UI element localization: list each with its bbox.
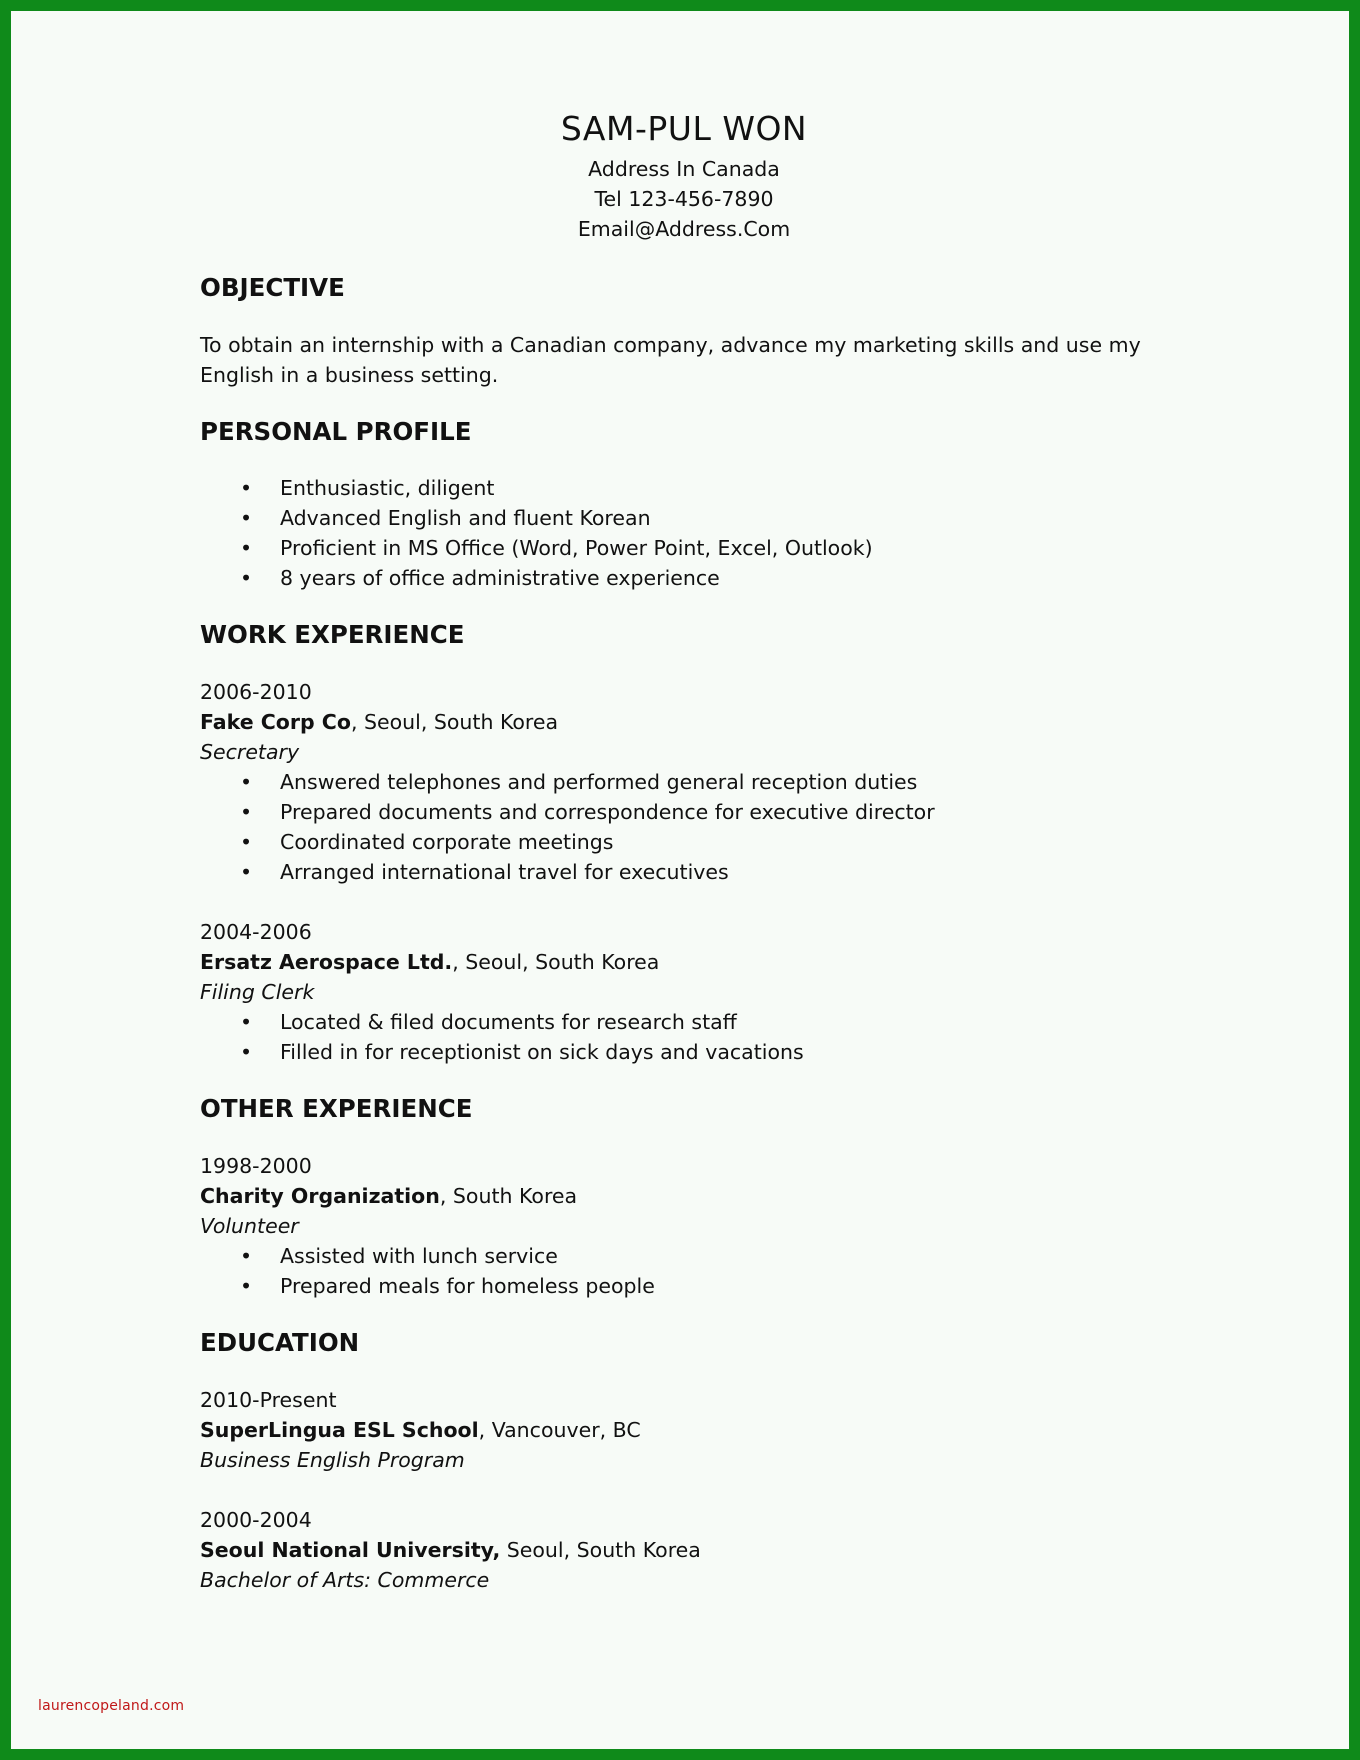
other-heading: OTHER EXPERIENCE xyxy=(200,1094,473,1123)
objective-text-line-1: To obtain an internship with a Canadian company, advance my marketing skills and use my xyxy=(200,333,1141,357)
work-heading: WORK EXPERIENCE xyxy=(200,620,465,649)
job-company-line xyxy=(200,947,1160,977)
education-years: 2010-Present xyxy=(200,1388,337,1412)
bullet-icon: • xyxy=(240,1010,253,1034)
list-item: • 8 years of office administrative experience xyxy=(200,563,1160,593)
bullet-icon: • xyxy=(240,566,253,590)
education-school: SuperLingua ESL School xyxy=(200,1418,479,1442)
profile-heading: PERSONAL PROFILE xyxy=(200,417,472,446)
education-school-line xyxy=(200,1535,1160,1565)
bullet-icon: • xyxy=(240,1244,253,1268)
profile-list xyxy=(200,473,1160,593)
other-org: Charity Organization xyxy=(200,1184,440,1208)
education-location: , Vancouver, BC xyxy=(478,1418,641,1442)
education-entry xyxy=(200,1385,1160,1475)
list-item: • Prepared documents and correspondence for executive director xyxy=(200,797,1160,827)
phone-line: Tel 123-456-7890 xyxy=(594,187,774,211)
other-org-line xyxy=(200,1181,1160,1211)
bullet-icon: • xyxy=(240,1274,253,1298)
job-company: Ersatz Aerospace Ltd. xyxy=(200,950,453,974)
list-item: • Proficient in MS Office (Word, Power Point, Excel, Outlook) xyxy=(200,533,1160,563)
education-program: Business English Program xyxy=(200,1448,465,1472)
education-school-line xyxy=(200,1415,1160,1445)
list-item: • Coordinated corporate meetings xyxy=(200,827,1160,857)
education-location: Seoul, South Korea xyxy=(500,1538,701,1562)
job-entry xyxy=(200,677,1160,887)
job-role: Secretary xyxy=(200,740,300,764)
list-item: • Arranged international travel for executives xyxy=(200,857,1160,887)
education-heading: EDUCATION xyxy=(200,1328,360,1357)
email-line: Email@Address.Com xyxy=(577,217,791,241)
list-item: • Assisted with lunch service xyxy=(200,1241,1160,1271)
bullet-icon: • xyxy=(240,770,253,794)
bullet-icon: • xyxy=(240,476,253,500)
education-program: Bachelor of Arts: Commerce xyxy=(200,1568,490,1592)
candidate-name: SAM-PUL WON xyxy=(560,109,808,148)
bullet-icon: • xyxy=(240,506,253,530)
education-years: 2000-2004 xyxy=(200,1508,312,1532)
bullet-icon: • xyxy=(240,860,253,884)
job-role: Filing Clerk xyxy=(200,980,315,1004)
other-role: Volunteer xyxy=(200,1214,299,1238)
education-school: Seoul National University, xyxy=(200,1538,501,1562)
other-duties xyxy=(200,1241,1160,1301)
job-entry xyxy=(200,917,1160,1067)
watermark-text: laurencopeland.com xyxy=(38,1698,185,1714)
job-company-line xyxy=(200,707,1160,737)
list-item: • Enthusiastic, diligent xyxy=(200,473,1160,503)
resume-header xyxy=(200,104,1168,244)
other-years: 1998-2000 xyxy=(200,1154,312,1178)
bullet-icon: • xyxy=(240,1040,253,1064)
address-line: Address In Canada xyxy=(588,157,780,181)
job-company: Fake Corp Co xyxy=(200,710,351,734)
job-duties xyxy=(200,1007,1160,1067)
job-location: , Seoul, South Korea xyxy=(350,710,559,734)
bullet-icon: • xyxy=(240,536,253,560)
other-entry xyxy=(200,1151,1160,1301)
job-duties xyxy=(200,767,1160,887)
resume-page xyxy=(200,104,1160,1595)
objective-heading: OBJECTIVE xyxy=(200,273,345,302)
list-item: • Answered telephones and performed general reception duties xyxy=(200,767,1160,797)
job-years: 2004-2006 xyxy=(200,920,312,944)
list-item: • Prepared meals for homeless people xyxy=(200,1271,1160,1301)
education-entry xyxy=(200,1505,1160,1595)
job-location: , Seoul, South Korea xyxy=(452,950,660,974)
other-location: , South Korea xyxy=(439,1184,578,1208)
objective-text-line-2: English in a business setting. xyxy=(200,363,499,387)
bullet-icon: • xyxy=(240,830,253,854)
list-item: • Located & filed documents for research staff xyxy=(200,1007,1160,1037)
list-item: • Filled in for receptionist on sick days and vacations xyxy=(200,1037,1160,1067)
list-item: • Advanced English and fluent Korean xyxy=(200,503,1160,533)
job-years: 2006-2010 xyxy=(200,680,312,704)
bullet-icon: • xyxy=(240,800,253,824)
